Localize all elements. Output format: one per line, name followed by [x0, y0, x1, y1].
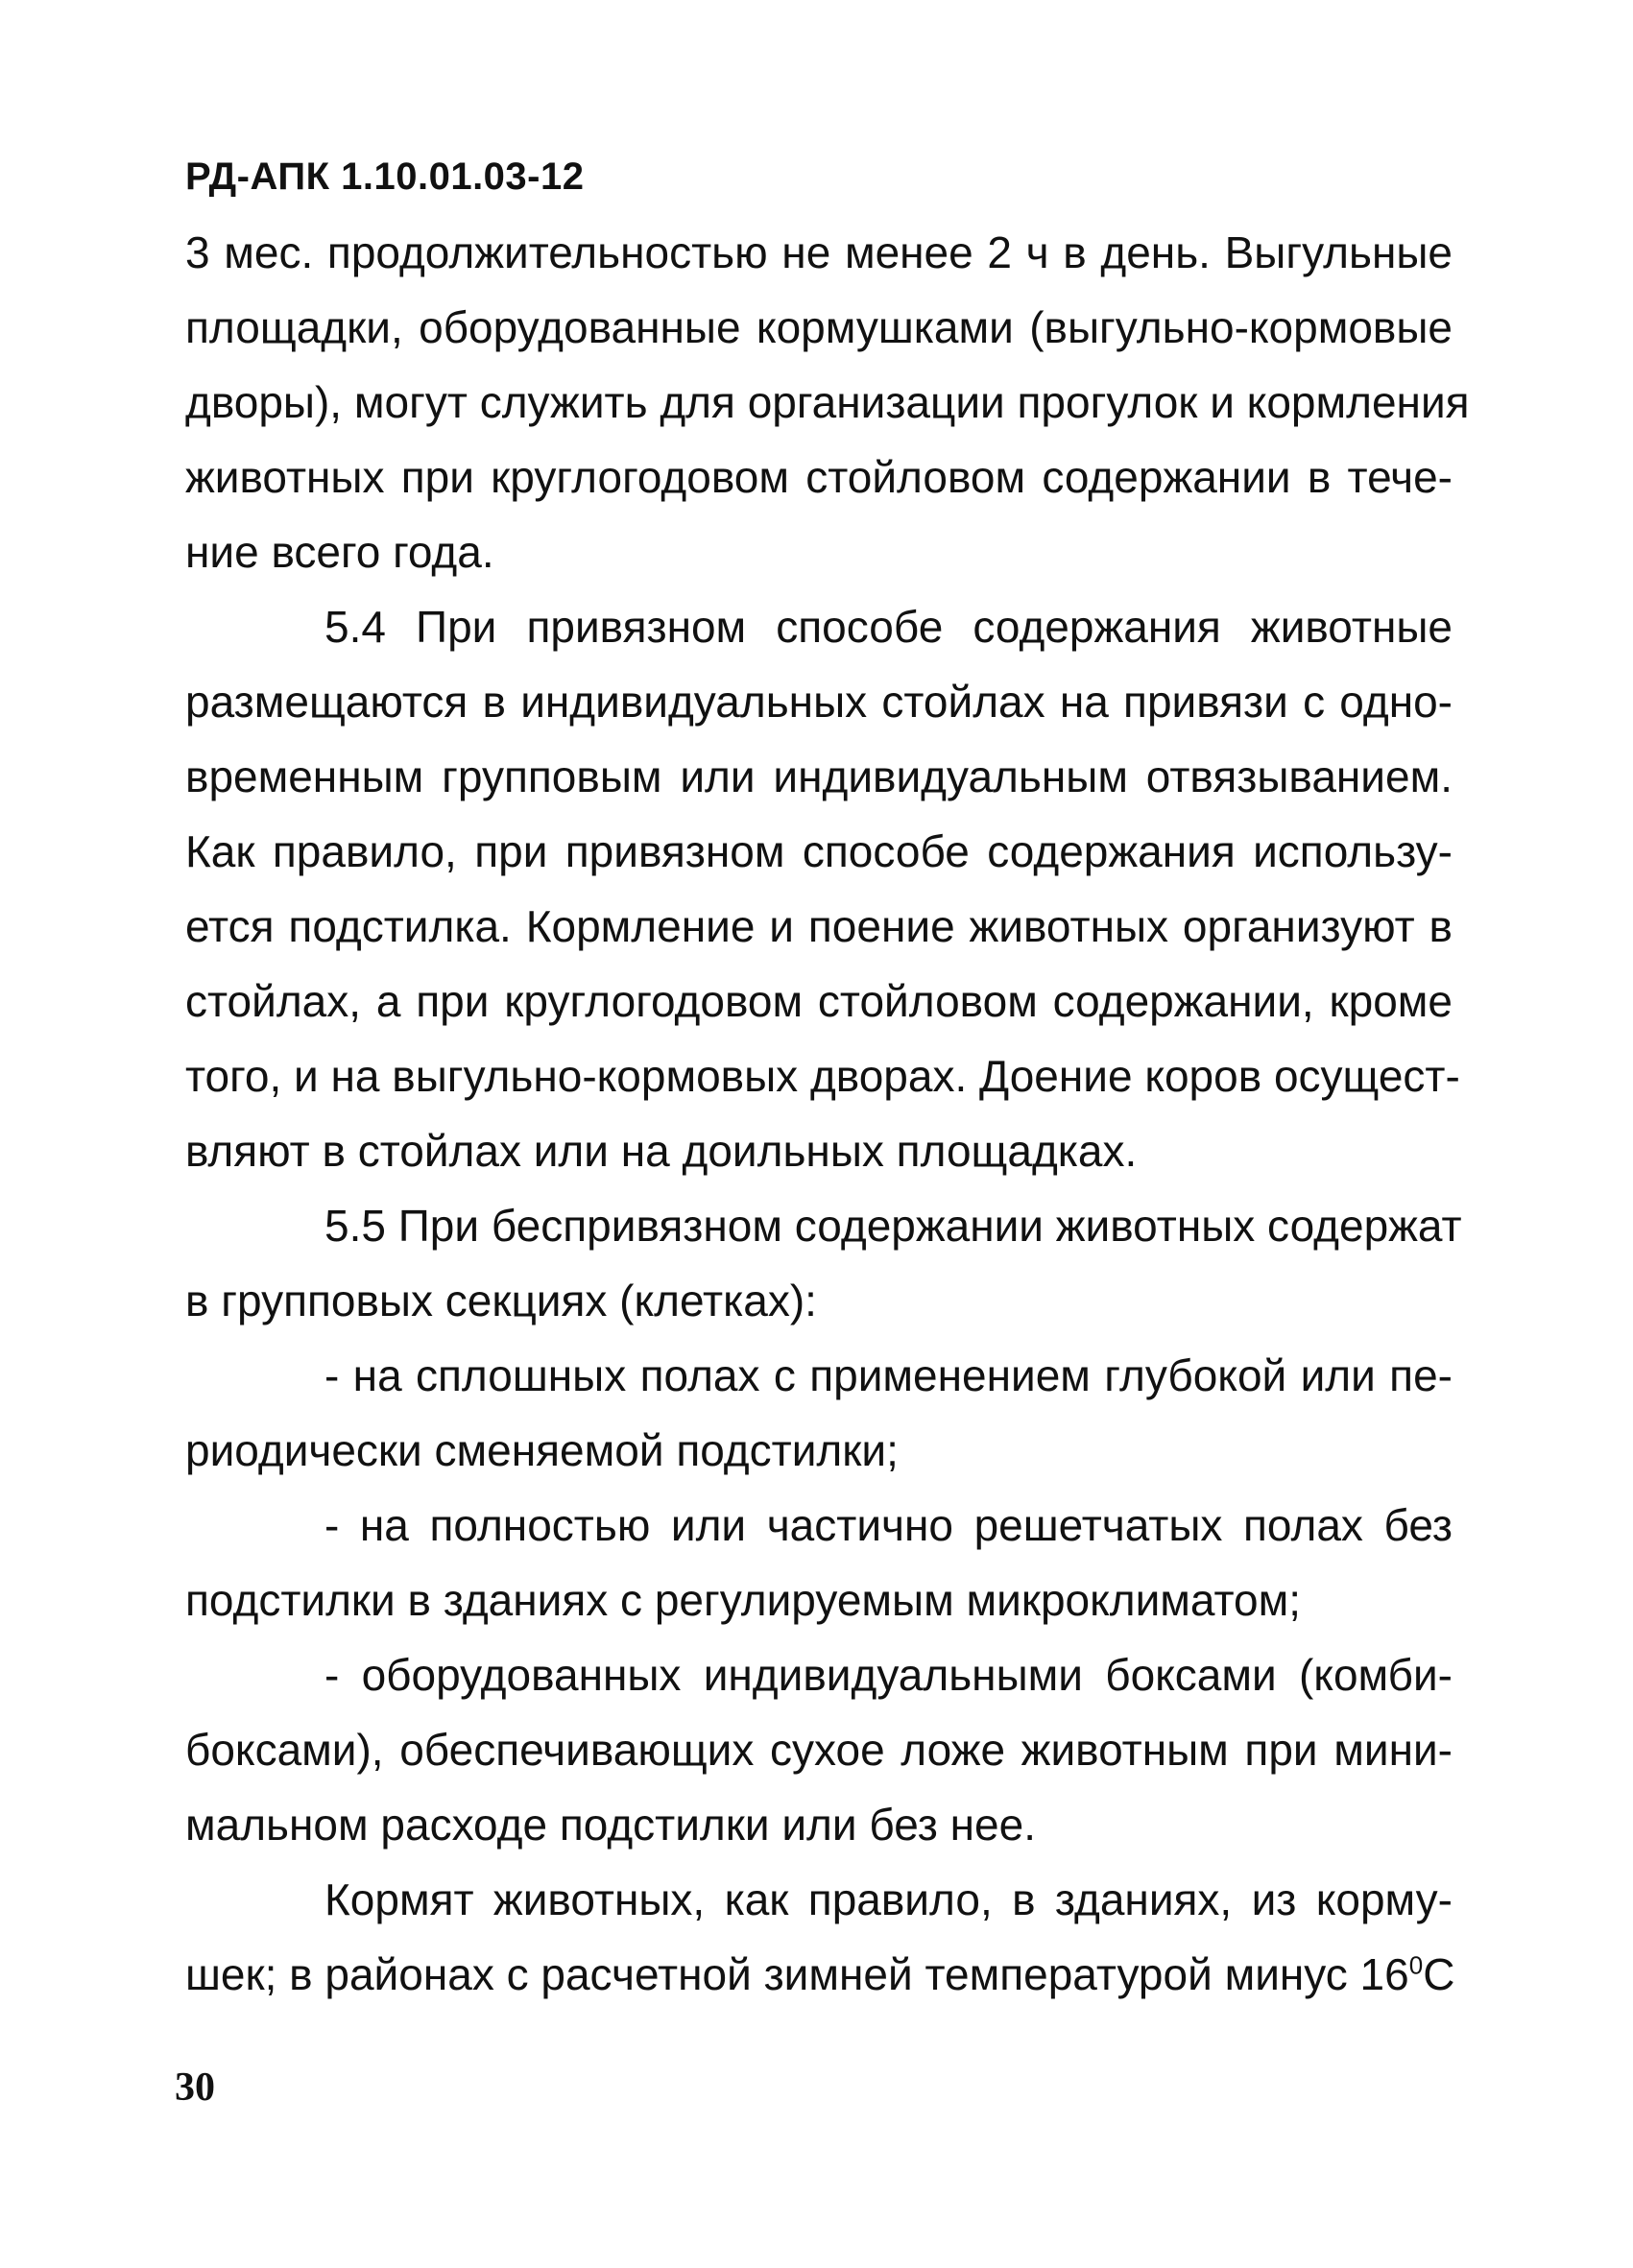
list-item-first-line: - оборудованных индивидуальными боксами (комби-: [324, 1650, 1453, 1700]
text-line: в групповых секциях (клетках):: [185, 1276, 817, 1325]
text-line: того, и на выгульно-кормовых дворах. Доение коров осущест-: [185, 1051, 1460, 1101]
text-line: вляют в стойлах или на доильных площадках.: [185, 1126, 1138, 1176]
text-line-last: [185, 1937, 1453, 2012]
paragraph-first-line: Кормят животных, как правило, в зданиях, из корму-: [324, 1874, 1453, 1924]
text-line: стойлах, а при круглогодовом стойловом содержании, кроме: [185, 976, 1453, 1026]
degree-superscript: 0: [1408, 1950, 1424, 1980]
last-line-text: шек; в районах с расчетной зимней температурой минус 16: [185, 1949, 1409, 1999]
text-line: мальном расходе подстилки или без нее.: [185, 1800, 1036, 1850]
text-line: временным групповым или индивидуальным отвязыванием.: [185, 752, 1453, 801]
text-line: животных при круглогодовом стойловом содержании в тече-: [185, 452, 1453, 502]
text-line: ется подстилка. Кормление и поение животных организуют в: [185, 901, 1453, 951]
text-line: риодически сменяемой подстилки;: [185, 1425, 899, 1475]
body-text: [185, 215, 1470, 2012]
document-code: РД-АПК 1.10.01.03-12: [185, 155, 585, 198]
text-line: дворы), могут служить для организации прогулок и кормления: [185, 377, 1470, 427]
text-line: ние всего года.: [185, 527, 494, 577]
text-line: 3 мес. продолжительностью не менее 2 ч в день. Выгульные: [185, 227, 1453, 277]
paragraph-first-line: 5.4 При привязном способе содержания животные: [324, 602, 1453, 652]
text-line: размещаются в индивидуальных стойлах на привязи с одно-: [185, 677, 1453, 727]
text-line: площадки, оборудованные кормушками (выгульно-кормовые: [185, 302, 1453, 352]
temperature-unit: С: [1423, 1949, 1455, 1999]
page-number: 30: [175, 2065, 215, 2110]
text-line: Как правило, при привязном способе содержания использу-: [185, 826, 1453, 876]
text-line: подстилки в зданиях с регулируемым микроклиматом;: [185, 1575, 1302, 1625]
list-item-first-line: - на полностью или частично решетчатых полах без: [324, 1500, 1453, 1550]
text-line: боксами), обеспечивающих сухое ложе животным при мини-: [185, 1725, 1453, 1775]
list-item-first-line: - на сплошных полах с применением глубокой или пе-: [324, 1350, 1453, 1400]
paragraph-first-line: 5.5 При беспривязном содержании животных содержат: [324, 1201, 1462, 1251]
